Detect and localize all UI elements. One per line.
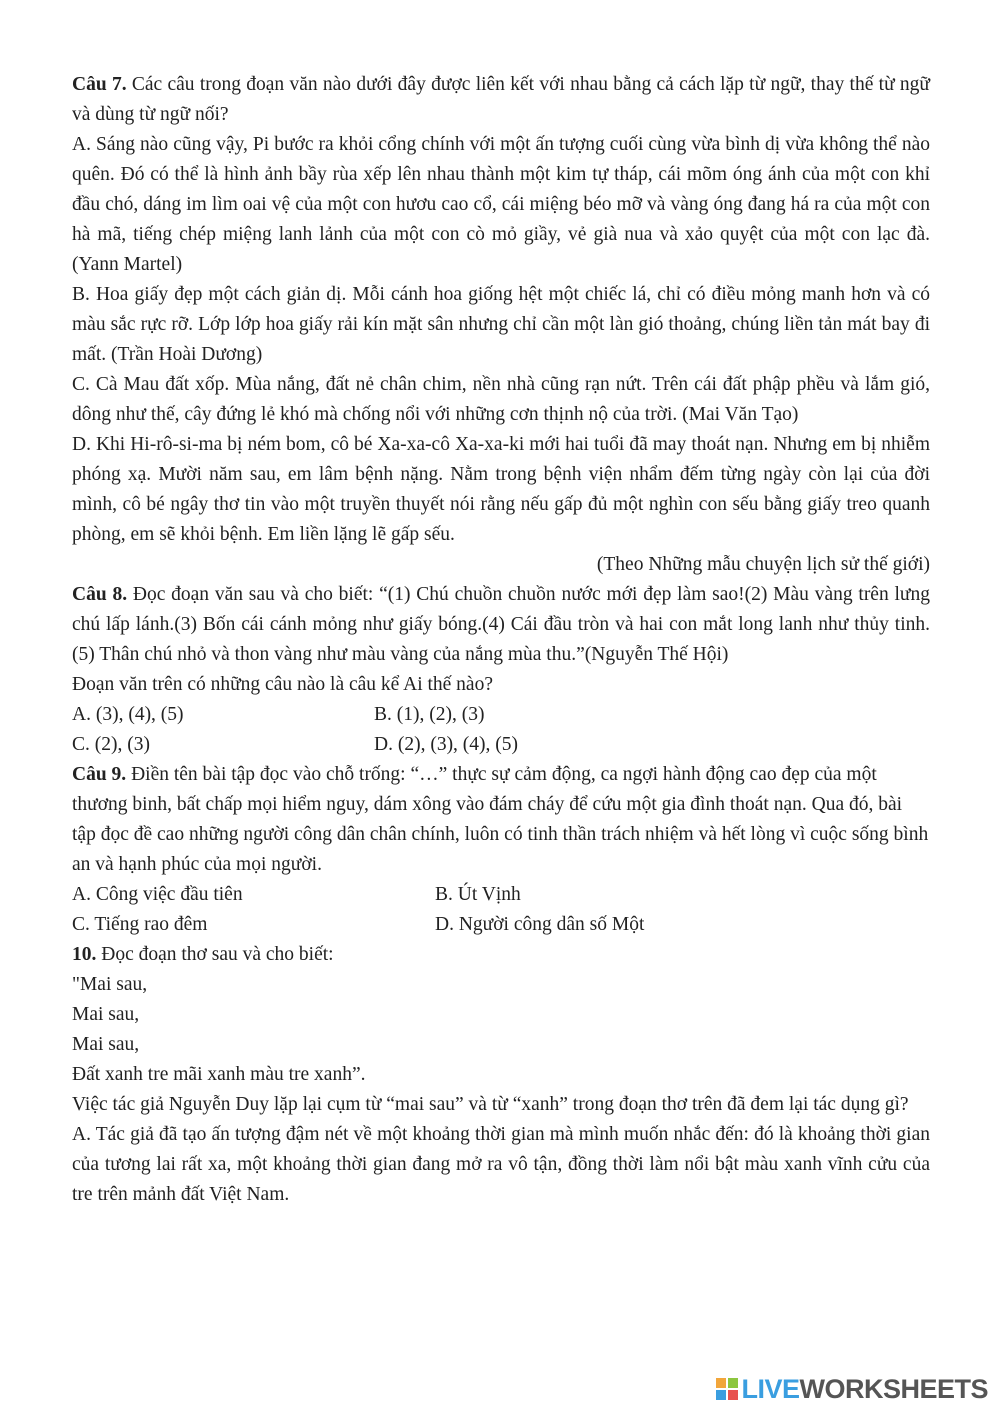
question-7-source: (Theo Những mẫu chuyện lịch sử thế giới) [596,554,930,575]
logo-text-worksheets: WORKSHEETS [799,1373,988,1404]
liveworksheets-logo [716,1374,988,1404]
logo-text-live: LIVE [741,1373,800,1404]
question-7 [72,70,930,130]
question-9-option-d[interactable]: D. Người công dân số Một [435,914,645,935]
question-8-option-d[interactable]: D. (2), (3), (4), (5) [374,734,519,755]
question-10-text: Đọc đoạn thơ sau và cho biết: [96,944,334,965]
question-8-text: Đọc đoạn văn sau và cho biết: “(1) Chú chuồn chuồn nước mới đẹp làm sao!(2) Màu vàng trên lưng chú lấp lánh.(3) Bốn cái cánh mỏng như giấy bóng.(4) Cái đầu tròn và hai con mắt long lanh như thủy tinh.(5) Thân chú nhỏ và thon vàng như màu vàng của nắng mùa thu.”(Nguyễn Thế Hội) [72,584,930,665]
question-7-option-a[interactable]: A. Sáng nào cũng vậy, Pi bước ra khỏi cổng chính với một ấn tượng cuối cùng vừa bình dị vừa không thể nào quên. Đó có thể là hình ảnh bầy rùa xếp lên nhau thành một kim tự tháp, cái mõm óng ánh của một con khỉ đầu chó, dáng im lìm oai vệ của một con hươu cao cổ, cái miệng béo mỡ và vàng óng đang há ra của một con hà mã, tiếng chép miệng lanh lảnh của một con cò mỏ giầy, vẻ già nua và xảo quyệt của một con lạc đà. (Yann Martel) [72,134,930,275]
question-7-option-c[interactable]: C. Cà Mau đất xốp. Mùa nắng, đất nẻ chân chim, nền nhà cũng rạn nứt. Trên cái đất phập phều và lắm gió, dông như thế, cây đứng lẻ khó mà chống nổi với những cơn thịnh nộ của trời. (Mai Văn Tạo) [72,374,930,425]
question-8-option-c[interactable]: C. (2), (3) [72,734,150,755]
question-7-option-b[interactable]: B. Hoa giấy đẹp một cách giản dị. Mỗi cánh hoa giống hệt một chiếc lá, chỉ có điều mỏng manh hơn và có màu sắc rực rỡ. Lớp lớp hoa giấy rải kín mặt sân nhưng chỉ cần một làn gió thoảng, chúng liền tản mát bay đi mất. (Trần Hoài Dương) [72,284,930,365]
question-8-label: Câu 8. [72,584,128,605]
question-8 [72,580,930,670]
worksheet-page [72,70,930,1210]
question-9-option-a[interactable]: A. Công việc đầu tiên [72,884,243,905]
question-9-options-row-2 [72,910,930,940]
liveworksheets-logo-icon [716,1378,738,1400]
question-10-option-a[interactable]: A. Tác giả đã tạo ấn tượng đậm nét về một khoảng thời gian mà mình muốn nhắc đến: đó là khoảng thời gian của tương lai rất xa, một khoảng thời gian đang mở ra vô tận, đồng thời làm nổi bật màu xanh vĩnh cửu của tre trên mảnh đất Việt Nam. [72,1124,930,1205]
question-7-option-d[interactable]: D. Khi Hi-rô-si-ma bị ném bom, cô bé Xa-xa-cô Xa-xa-ki mới hai tuổi đã may thoát nạn. Nhưng em bị nhiễm phóng xạ. Mười năm sau, em lâm bệnh nặng. Nằm trong bệnh viện nhẩm đếm từng ngày còn lại của đời mình, cô bé ngây thơ tin vào một truyền thuyết nói rằng nếu gấp đủ một nghìn con sếu bằng giấy treo quanh phòng, em sẽ khỏi bệnh. Em liền lặng lẽ gấp sếu. [72,434,930,545]
poem-line-4: Đất xanh tre mãi xanh màu tre xanh”. [72,1064,366,1085]
question-9-option-b[interactable]: B. Út Vịnh [435,884,521,905]
question-9-text: Điền tên bài tập đọc vào chỗ trống: “…” thực sự cảm động, ca ngợi hành động cao đẹp của một thương binh, bất chấp mọi hiểm nguy, dám xông vào đám cháy để cứu một gia đình thoát nạn. Qua đó, bài tập đọc đề cao những người công dân chân chính, luôn có tinh thần trách nhiệm và hết lòng vì cuộc sống bình an và hạnh phúc của mọi người. [72,764,929,875]
question-10 [72,940,930,970]
poem-line-3: Mai sau, [72,1034,140,1055]
question-10-prompt: Việc tác giả Nguyễn Duy lặp lại cụm từ “mai sau” và từ “xanh” trong đoạn thơ trên đã đem lại tác dụng gì? [72,1094,909,1115]
question-8-prompt: Đoạn văn trên có những câu nào là câu kể Ai thế nào? [72,674,493,695]
question-7-text: Các câu trong đoạn văn nào dưới đây được liên kết với nhau bằng cả cách lặp từ ngữ, thay thế từ ngữ và dùng từ ngữ nối? [72,74,930,125]
question-9 [72,760,930,880]
poem-line-2: Mai sau, [72,1004,140,1025]
question-8-options-row-2 [72,730,930,760]
poem-line-1: "Mai sau, [72,974,148,995]
question-8-options-row-1 [72,700,930,730]
question-9-label: Câu 9. [72,764,127,785]
question-7-label: Câu 7. [72,74,127,95]
question-8-option-a[interactable]: A. (3), (4), (5) [72,704,184,725]
question-10-label: 10. [72,944,97,965]
question-9-option-c[interactable]: C. Tiếng rao đêm [72,914,208,935]
question-8-option-b[interactable]: B. (1), (2), (3) [374,704,485,725]
question-9-options-row-1 [72,880,930,910]
